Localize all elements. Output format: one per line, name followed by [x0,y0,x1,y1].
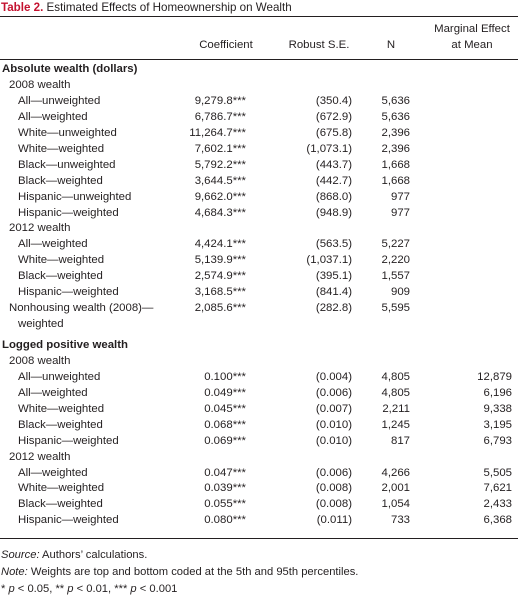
n-cell: 817 [390,434,410,447]
robust-se-cell: (868.0) [315,190,352,203]
row-label: Black—weighted [18,174,103,187]
table-caption [1,0,292,15]
row-label: Absolute wealth (dollars) [2,63,138,75]
subsection-row [0,354,518,369]
header-robust-se: Robust S.E. [288,39,350,51]
coefficient-cell: 0.039*** [204,482,246,495]
table-row [0,285,518,300]
coefficient-cell: 6,786.7*** [194,110,246,123]
row-label: Hispanic—weighted [18,206,119,219]
robust-se-cell: (0.008) [315,498,352,511]
n-cell: 1,054 [381,498,410,511]
table-row [0,481,518,496]
header-coefficient: Coefficient [199,39,253,51]
marginal-effect-cell: 6,793 [483,434,512,447]
table-row [0,402,518,417]
n-cell: 2,396 [381,142,410,155]
n-cell: 909 [390,286,410,299]
n-cell: 4,266 [381,466,410,479]
n-cell: 1,668 [381,174,410,187]
robust-se-cell: (1,037.1) [306,254,352,267]
n-cell: 5,636 [381,94,410,107]
robust-se-cell: (350.4) [315,94,352,107]
robust-se-cell: (563.5) [315,238,352,251]
coefficient-cell: 0.068*** [204,418,246,431]
source-text: Authors’ calculations. [39,549,148,561]
robust-se-cell: (675.8) [315,126,352,139]
marginal-effect-cell: 9,338 [483,402,512,415]
coefficient-cell: 9,279.8*** [194,94,246,107]
robust-se-cell: (443.7) [315,158,352,171]
n-cell: 1,245 [381,418,410,431]
weights-note [1,565,358,580]
row-label: Nonhousing wealth (2008)— [9,302,154,315]
note-label: Note: [1,566,28,578]
coefficient-cell: 5,139.9*** [194,254,246,267]
header-at-mean: at Mean [451,39,493,51]
bottom-rule [0,538,518,539]
row-label: Logged positive wealth [2,339,128,351]
sig-p-1: p [8,583,15,595]
header-marginal-effect: Marginal Effect [434,23,510,35]
coefficient-cell: 0.080*** [204,514,246,527]
sig-part-4: < 0.001 [136,583,178,595]
table-row [0,513,518,528]
table-row [0,370,518,385]
robust-se-cell: (1,073.1) [306,142,352,155]
robust-se-cell: (282.8) [315,302,352,315]
row-label: 2012 wealth [9,222,71,235]
section-row [0,338,518,353]
source-note [1,548,147,563]
n-cell: 4,805 [381,370,410,383]
row-label: 2008 wealth [9,78,71,91]
row-label: All—weighted [18,238,88,251]
sig-p-2: p [67,583,74,595]
n-cell: 1,557 [381,270,410,283]
marginal-effect-cell: 7,621 [483,482,512,495]
note-text: Weights are top and bottom coded at the 5th and 95th percentiles. [27,566,359,578]
row-label: White—weighted [18,482,105,495]
sig-part-3: < 0.01, *** [73,583,131,595]
header-n: N [386,39,396,51]
row-label: Black—weighted [18,418,103,431]
sig-p-3: p [130,583,137,595]
coefficient-cell: 11,264.7*** [189,126,246,139]
n-cell: 2,396 [381,126,410,139]
table-row [0,386,518,401]
table-row [0,206,518,221]
row-label: All—weighted [18,466,88,479]
row-label: Black—weighted [18,498,103,511]
subsection-row [0,301,518,316]
coefficient-cell: 4,424.1*** [194,238,246,251]
table-row [0,94,518,109]
coefficient-cell: 0.055*** [204,498,246,511]
row-label: weighted [18,318,64,330]
coefficient-cell: 7,602.1*** [194,142,246,155]
n-cell: 4,805 [381,386,410,399]
coefficient-cell: 0.047*** [204,466,246,479]
row-label: Hispanic—unweighted [18,190,132,203]
subsection-row [0,317,518,332]
row-label: Black—weighted [18,270,103,283]
source-label: Source: [1,549,40,561]
header-rule [0,59,518,60]
table-row [0,110,518,125]
coefficient-cell: 2,574.9*** [194,270,246,283]
row-label: 2008 wealth [9,354,71,367]
row-label: All—unweighted [18,94,101,107]
n-cell: 733 [390,514,410,527]
n-cell: 977 [390,190,410,203]
n-cell: 5,636 [381,110,410,123]
row-label: Black—unweighted [18,158,116,171]
marginal-effect-cell: 5,505 [483,466,512,479]
table-row [0,269,518,284]
table-row [0,142,518,157]
n-cell: 5,227 [381,238,410,251]
coefficient-cell: 0.069*** [204,434,246,447]
coefficient-cell: 0.045*** [204,402,246,415]
robust-se-cell: (672.9) [315,110,352,123]
row-label: Hispanic—weighted [18,434,119,447]
table-row [0,434,518,449]
coefficient-cell: 0.100*** [204,370,246,383]
row-label: All—unweighted [18,370,101,383]
robust-se-cell: (0.006) [315,386,352,399]
row-label: 2012 wealth [9,450,71,463]
row-label: White—weighted [18,402,105,415]
robust-se-cell: (0.011) [316,514,352,527]
coefficient-cell: 5,792.2*** [194,158,246,171]
subsection-row [0,78,518,93]
coefficient-cell: 0.049*** [204,386,246,399]
robust-se-cell: (0.007) [315,402,352,415]
table-row [0,497,518,512]
table-row [0,174,518,189]
coefficient-cell: 2,085.6*** [194,302,246,315]
row-label: White—weighted [18,142,105,155]
coefficient-cell: 9,662.0*** [194,190,246,203]
table-title: Estimated Effects of Homeownership on Wealth [46,1,292,14]
top-rule [0,16,518,17]
row-label: White—weighted [18,254,105,267]
row-label: Hispanic—weighted [18,514,119,527]
table-row [0,190,518,205]
sig-part-2: < 0.05, ** [14,583,68,595]
table-row [0,126,518,141]
robust-se-cell: (0.004) [315,370,352,383]
coefficient-cell: 3,644.5*** [194,174,246,187]
marginal-effect-cell: 2,433 [483,498,512,511]
n-cell: 977 [390,206,410,219]
robust-se-cell: (0.010) [315,434,352,447]
table-row [0,253,518,268]
robust-se-cell: (0.010) [315,418,352,431]
robust-se-cell: (0.008) [315,482,352,495]
robust-se-cell: (0.006) [315,466,352,479]
table-row [0,418,518,433]
n-cell: 2,220 [381,254,410,267]
marginal-effect-cell: 12,879 [477,370,512,383]
subsection-row [0,221,518,236]
row-label: Hispanic—weighted [18,286,119,299]
n-cell: 5,595 [381,302,410,315]
section-row [0,62,518,77]
coefficient-cell: 4,684.3*** [194,206,246,219]
robust-se-cell: (442.7) [315,174,352,187]
marginal-effect-cell: 6,196 [483,386,512,399]
row-label: All—weighted [18,110,88,123]
table-row [0,466,518,481]
robust-se-cell: (395.1) [315,270,352,283]
row-label: All—weighted [18,386,88,399]
row-label: White—unweighted [18,126,117,139]
subsection-row [0,450,518,465]
marginal-effect-cell: 6,368 [483,514,512,527]
robust-se-cell: (948.9) [315,206,352,219]
table-row [0,158,518,173]
sig-part-1: * [1,583,9,595]
n-cell: 2,001 [381,482,410,495]
n-cell: 2,211 [382,402,410,415]
robust-se-cell: (841.4) [315,286,352,299]
n-cell: 1,668 [381,158,410,171]
table-number: Table 2. [1,1,44,14]
marginal-effect-cell: 3,195 [483,418,512,431]
table-row [0,237,518,252]
coefficient-cell: 3,168.5*** [194,286,246,299]
